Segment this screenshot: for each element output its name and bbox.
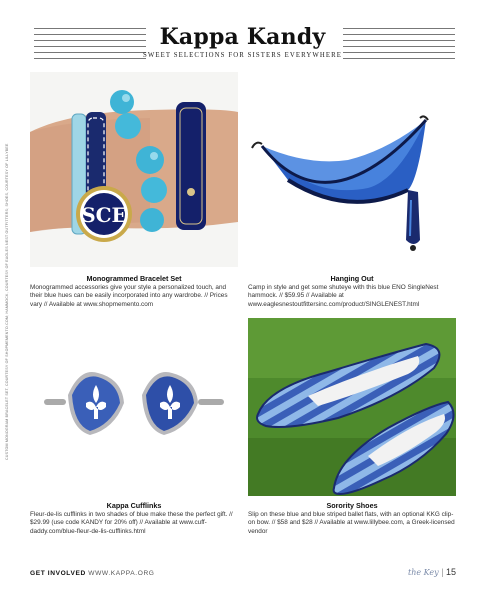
footer-right: the Key | 15 xyxy=(408,567,457,577)
monogram-text: SCE xyxy=(81,203,127,227)
photo-bracelet-set xyxy=(30,72,238,267)
caption-bracelet xyxy=(30,275,238,309)
caption-bracelet-heading: Monogrammed Bracelet Set xyxy=(86,274,182,283)
photo-shoes xyxy=(248,318,456,496)
bracelet-illustration xyxy=(30,72,238,267)
caption-hammock-body: Camp in style and get some shuteye with this blue ENO SingleNest hammock. // $59.95 // Available at www.eaglesnestoutfittersinc.com/product/SINGLENEST.html xyxy=(248,284,439,308)
photo-credit: CUSTOM MONOGRAM BRACELET SET, COURTESY OF SHOPMEMENTO.COM; HAMMOCK, COURTESY OF EAGLES NEST OUTFITTERS; SHOES, COURTESY OF LILLYBEE xyxy=(5,143,9,460)
magazine-name: the Key xyxy=(408,568,439,577)
footer-url[interactable]: WWW.KAPPA.ORG xyxy=(88,570,155,577)
caption-cufflinks xyxy=(30,502,238,536)
caption-bracelet-body: Monogrammed accessories give your style a personalized touch, and their blue hues can be easily incorporated into any wardrobe. // Prices vary // Available at www.shopmemento.com xyxy=(30,284,228,308)
footer-left xyxy=(30,570,155,577)
page-number: 15 xyxy=(446,567,457,577)
caption-hammock xyxy=(248,275,456,309)
shoes-illustration xyxy=(248,318,456,496)
footer-label: GET INVOLVED xyxy=(30,570,86,577)
masthead xyxy=(0,24,485,59)
hammock-illustration xyxy=(248,110,456,255)
caption-shoes-body: Slip on these blue and blue striped ballet flats, with an optional KKG clip-on bow. // $58 and $28 // Available at www.lillybee.com, a Greek-licensed vendor xyxy=(248,511,455,535)
page-tagline: SWEET SELECTIONS FOR SISTERS EVERYWHERE xyxy=(142,52,343,59)
cufflinks-illustration xyxy=(30,355,238,455)
page-title: Kappa Kandy xyxy=(159,24,326,50)
caption-cufflinks-heading: Kappa Cufflinks xyxy=(106,501,162,510)
photo-hammock xyxy=(248,110,456,255)
caption-shoes-heading: Sorority Shoes xyxy=(326,501,378,510)
caption-cufflinks-body: Fleur-de-lis cufflinks in two shades of blue make these the perfect gift. // $29.99 (use code KANDY for 20% off) // Available at www.cuff-daddy.com/blue-fleur-de-lis-cufflinks.html xyxy=(30,511,233,535)
photo-cufflinks xyxy=(30,355,238,455)
caption-hammock-heading: Hanging Out xyxy=(330,274,374,283)
caption-shoes xyxy=(248,502,456,536)
